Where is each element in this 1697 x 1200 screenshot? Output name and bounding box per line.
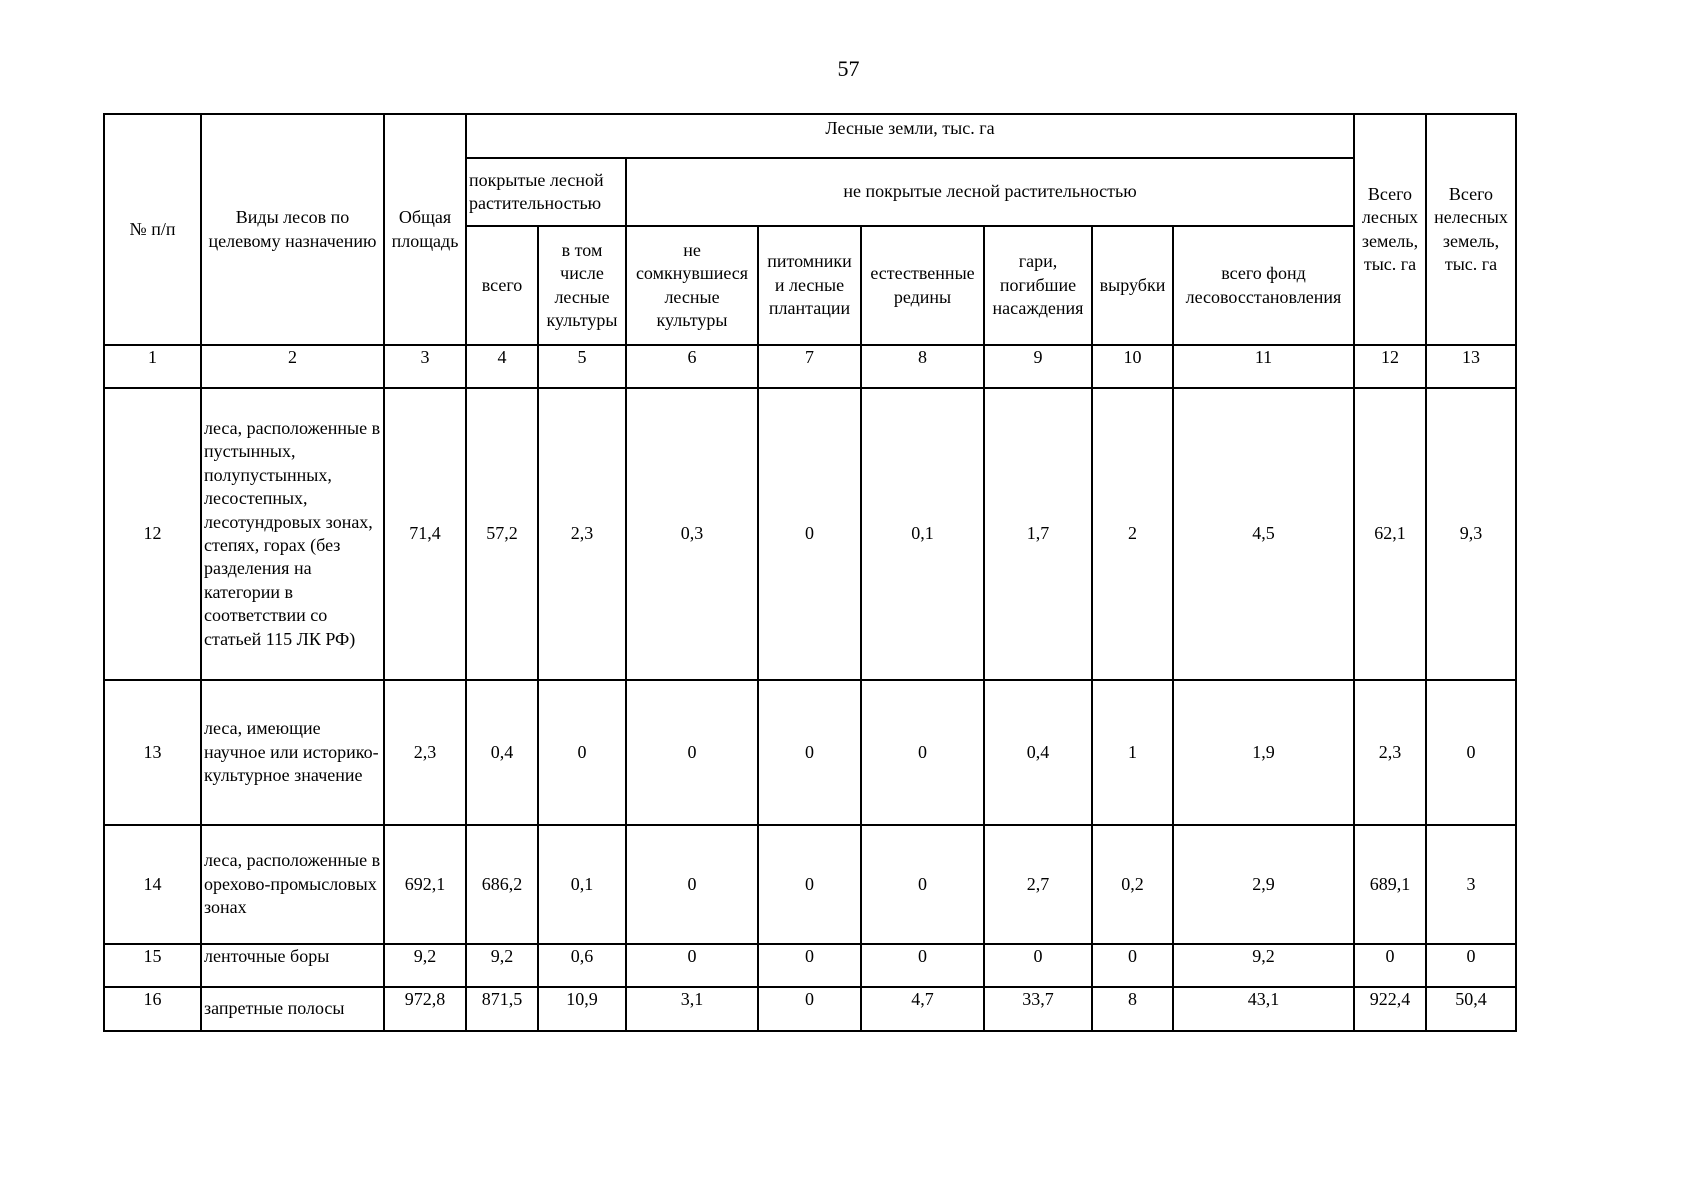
row-number: 16 xyxy=(104,987,201,1031)
value-cell: 0 xyxy=(758,388,861,680)
forest-type-cell: леса, имеющие научное или историко-культурное значение xyxy=(201,680,384,825)
header-unclosed: не сомкнувшиеся лесные культуры xyxy=(626,226,758,345)
value-cell: 0,3 xyxy=(626,388,758,680)
value-cell: 1,9 xyxy=(1173,680,1354,825)
value-cell: 871,5 xyxy=(466,987,538,1031)
column-number: 6 xyxy=(626,345,758,388)
value-cell: 0,4 xyxy=(984,680,1092,825)
forest-type-cell: запретные полосы xyxy=(201,987,384,1031)
value-cell: 2 xyxy=(1092,388,1173,680)
column-number: 7 xyxy=(758,345,861,388)
table-row xyxy=(104,388,1516,680)
value-cell: 9,3 xyxy=(1426,388,1516,680)
value-cell: 0 xyxy=(758,944,861,987)
value-cell: 4,7 xyxy=(861,987,984,1031)
header-not-covered: не покрытые лесной растительностью xyxy=(626,158,1354,226)
value-cell: 9,2 xyxy=(384,944,466,987)
value-cell: 692,1 xyxy=(384,825,466,944)
header-total-forest: Всего лесных земель, тыс. га xyxy=(1354,114,1426,345)
column-number: 11 xyxy=(1173,345,1354,388)
header-forest-type: Виды лесов по целевому назначению xyxy=(201,114,384,345)
value-cell: 62,1 xyxy=(1354,388,1426,680)
value-cell: 0 xyxy=(1426,944,1516,987)
header-forest-lands: Лесные земли, тыс. га xyxy=(466,114,1354,158)
column-number: 2 xyxy=(201,345,384,388)
value-cell: 922,4 xyxy=(1354,987,1426,1031)
value-cell: 0 xyxy=(984,944,1092,987)
value-cell: 0,1 xyxy=(861,388,984,680)
value-cell: 9,2 xyxy=(466,944,538,987)
value-cell: 0 xyxy=(1354,944,1426,987)
value-cell: 689,1 xyxy=(1354,825,1426,944)
value-cell: 1 xyxy=(1092,680,1173,825)
value-cell: 0 xyxy=(861,944,984,987)
value-cell: 0 xyxy=(861,680,984,825)
value-cell: 1,7 xyxy=(984,388,1092,680)
value-cell: 0,6 xyxy=(538,944,626,987)
row-number: 14 xyxy=(104,825,201,944)
value-cell: 0 xyxy=(758,680,861,825)
value-cell: 972,8 xyxy=(384,987,466,1031)
value-cell: 0,1 xyxy=(538,825,626,944)
value-cell: 0,2 xyxy=(1092,825,1173,944)
value-cell: 0 xyxy=(758,825,861,944)
header-burnt: гари, погибшие насаждения xyxy=(984,226,1092,345)
column-number: 13 xyxy=(1426,345,1516,388)
value-cell: 3,1 xyxy=(626,987,758,1031)
table-row xyxy=(104,987,1516,1031)
value-cell: 2,7 xyxy=(984,825,1092,944)
value-cell: 8 xyxy=(1092,987,1173,1031)
forest-type-cell: леса, расположенные в пустынных, полупустынных, лесостепных, лесотундровых зонах, степях, горах (без разделения на категории в соответствии со статьей 115 ЛК РФ) xyxy=(201,388,384,680)
row-number: 15 xyxy=(104,944,201,987)
value-cell: 0 xyxy=(1092,944,1173,987)
header-nurseries: питомники и лесные плантации xyxy=(758,226,861,345)
row-number: 13 xyxy=(104,680,201,825)
value-cell: 0 xyxy=(626,680,758,825)
value-cell: 0 xyxy=(1426,680,1516,825)
value-cell: 4,5 xyxy=(1173,388,1354,680)
value-cell: 0 xyxy=(538,680,626,825)
value-cell: 9,2 xyxy=(1173,944,1354,987)
value-cell: 686,2 xyxy=(466,825,538,944)
header-covered-all: всего xyxy=(466,226,538,345)
column-number: 8 xyxy=(861,345,984,388)
header-num: № п/п xyxy=(104,114,201,345)
column-number: 12 xyxy=(1354,345,1426,388)
column-number: 1 xyxy=(104,345,201,388)
header-total-nonforest: Всего нелесных земель, тыс. га xyxy=(1426,114,1516,345)
value-cell: 50,4 xyxy=(1426,987,1516,1031)
value-cell: 3 xyxy=(1426,825,1516,944)
header-covered-cultures: в том числе лесные культуры xyxy=(538,226,626,345)
value-cell: 43,1 xyxy=(1173,987,1354,1031)
forest-type-cell: леса, расположенные в орехово-промысловых зонах xyxy=(201,825,384,944)
column-number: 9 xyxy=(984,345,1092,388)
column-number: 10 xyxy=(1092,345,1173,388)
column-number: 3 xyxy=(384,345,466,388)
value-cell: 2,3 xyxy=(384,680,466,825)
header-row-1 xyxy=(104,114,1516,158)
value-cell: 2,9 xyxy=(1173,825,1354,944)
header-total-area: Общая площадь xyxy=(384,114,466,345)
value-cell: 0 xyxy=(626,825,758,944)
table-row xyxy=(104,944,1516,987)
page-number: 57 xyxy=(837,56,860,81)
value-cell: 57,2 xyxy=(466,388,538,680)
column-number: 5 xyxy=(538,345,626,388)
column-number: 4 xyxy=(466,345,538,388)
table-row xyxy=(104,825,1516,944)
header-reforestation: всего фонд лесовосстановления xyxy=(1173,226,1354,345)
value-cell: 0 xyxy=(626,944,758,987)
header-clearings: вырубки xyxy=(1092,226,1173,345)
value-cell: 2,3 xyxy=(1354,680,1426,825)
value-cell: 0,4 xyxy=(466,680,538,825)
value-cell: 71,4 xyxy=(384,388,466,680)
row-number: 12 xyxy=(104,388,201,680)
column-number-row xyxy=(104,345,1516,388)
table-row xyxy=(104,680,1516,825)
value-cell: 0 xyxy=(758,987,861,1031)
value-cell: 0 xyxy=(861,825,984,944)
forest-lands-table xyxy=(103,113,1517,1032)
value-cell: 10,9 xyxy=(538,987,626,1031)
value-cell: 2,3 xyxy=(538,388,626,680)
header-sparse: естественные редины xyxy=(861,226,984,345)
forest-type-cell: ленточные боры xyxy=(201,944,384,987)
value-cell: 33,7 xyxy=(984,987,1092,1031)
header-covered: покрытые лесной растительностью xyxy=(466,158,626,226)
